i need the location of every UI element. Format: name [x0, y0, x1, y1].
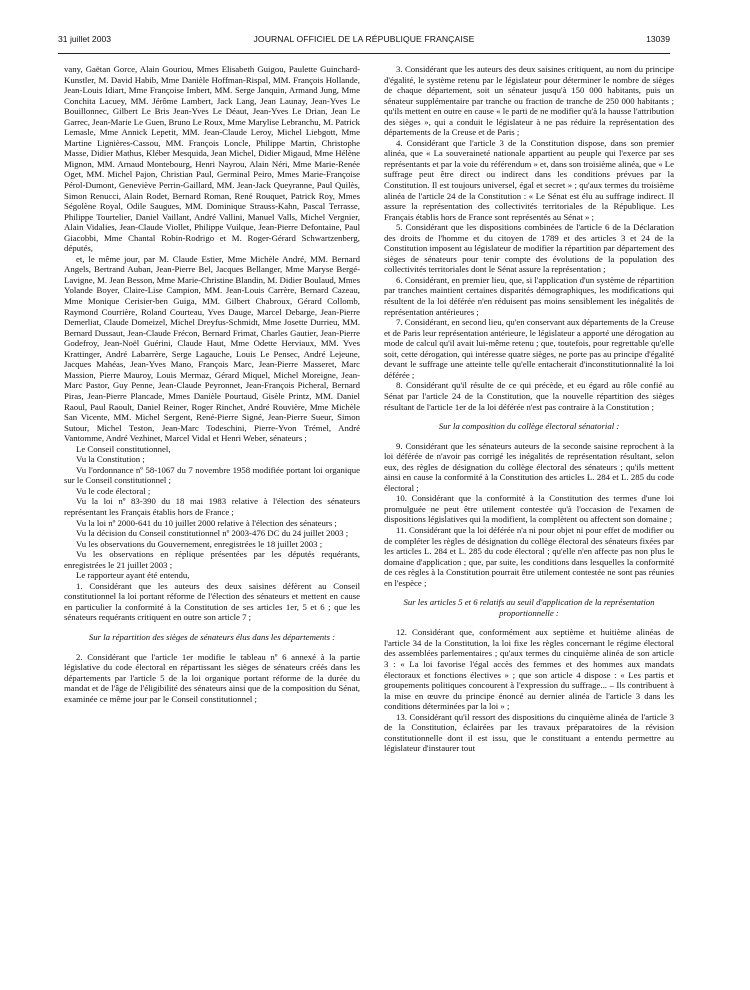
paragraph: 1. Considérant que les auteurs des deux saisines défèrent au Conseil constitutionnel la loi portant réforme de l'élection des sénateurs et mettent en cause en particulier la conformité à la Constitution de ses articles 1er, 5 et 6 ; que les sénateurs requérants critiquent en outre son article 7 ;	[64, 580, 360, 623]
paragraph: vany, Gaëtan Gorce, Alain Gouriou, Mmes Elisabeth Guigou, Paulette Guinchard-Kunstler, M. David Habib, Mme Danièle Hoffman-Rispal, MM. François Hollande, Jean-Louis Idiart, Mme Françoise Imbert, MM. Serge Janquin, Armand Jung, Mme Conchita Lacuey, MM. Jérôme Lambert, Jack Lang, Jean Launay, Jean-Yves Le Bouillonnec, Gilbert Le Bris Jean-Yves Le Déaut, Jean-Yves Le Drian, Jean Le Garrec, Jean-Marie Le Guen, Bruno Le Roux, Mme Marylise Lebranchu, M. Patrick Lemasle, Mme Annick Lepetit, MM. Jean-Claude Leroy, Michel Liebgott, Mme Martine Lignières-Cassou, MM. François Loncle, Philippe Martin, Christophe Masse, Didier Mathus, Kléber Mesquida, Jean Michel, Didier Migaud, Mme Hélène Mignon, MM. Arnaud Montebourg, Henri Nayrou, Alain Néri, Mme Marie-Renée Oget, MM. Michel Pajon, Christian Paul, Germinal Peiro, Mmes Marie-Françoise Pérol-Dumont, Geneviève Perrin-Gaillard, MM. Jean-Jack Queyranne, Paul Quilès, Simon Renucci, Alain Rodet, Bernard Roman, René Rouquet, Patrick Roy, Mmes Ségolène Royal, Odile Saugues, MM. Dominique Strauss-Kahn, Pascal Terrasse, Philippe Tourtelier, Daniel Vaillant, André Vallini, Manuel Valls, Michel Vergnier, Alain Vidalies, Jean-Claude Viollet, Philippe Vuilque, Jean-Pierre Defontaine, Paul Giacobbi, Mme Chantal Robin-Rodrigo et M. Roger-Gérard Schwartzenberg, députés,	[64, 64, 360, 254]
section-heading: Sur la répartition des sièges de sénateurs élus dans les départements :	[88, 631, 336, 642]
header-page-number: 13039	[646, 34, 670, 44]
paragraph: 9. Considérant que les sénateurs auteurs de la seconde saisine reprochent à la loi déférée de n'avoir pas corrigé les inégalités de représentation résultant, selon eux, des règles de désignation du collège électoral des sénateurs ; qu'ils mettent ainsi en cause la conformité à la Constitution des articles L. 284 et L. 285 du code électoral ;	[384, 440, 674, 493]
paragraph: 2. Considérant que l'article 1er modifie le tableau nº 6 annexé à la partie législative du code électoral en répartissant les sièges de sénateurs créés dans les départements par l'article 5 de la loi organique portant réforme de la durée du mandat et de l'âge de l'éligibilité des sénateurs ainsi que de la composition du Sénat, examinée ce même jour par le Conseil constitutionnel ;	[64, 651, 360, 704]
paragraph: 7. Considérant, en second lieu, qu'en conservant aux départements de la Creuse et de Paris leur représentation antérieure, le législateur a apporté une dérogation au mode de calcul qu'il avait lui-même retenu ; que, toutefois, pour regrettable qu'elle soit, cette dérogation, qui intéresse quatre sièges, ne porte pas au principe d'égalité devant le suffrage une atteinte telle qu'elle entacherait d'inconstitutionnalité la loi déférée ;	[384, 317, 674, 380]
paragraph: 13. Considérant qu'il ressort des dispositions du cinquième alinéa de l'article 3 de la Constitution, éclairées par les travaux préparatoires de la révision constitutionnelle dont il est issu, que le constituant a entendu permettre au législateur d'instaurer tout	[384, 711, 674, 754]
paragraph: 4. Considérant que l'article 3 de la Constitution dispose, dans son premier alinéa, que « La souveraineté nationale appartient au peuple qui l'exerce par ses représentants et par la voie du référendum » et, dans son troisième alinéa, que « Le suffrage peut être direct ou indirect dans les conditions prévues par la Constitution. Il est toujours universel, égal et secret » ; qu'aux termes du troisième alinéa de l'article 24 de la Constitution : « Le Sénat est élu au suffrage indirect. Il assure la représentation des collectivités territoriales de la République. Les Français établis hors de France sont représentés au Sénat » ;	[384, 137, 674, 222]
page-header	[58, 34, 670, 48]
paragraph: Vu les observations en réplique présentées par les députés requérants, enregistrées le 21 juillet 2003 ;	[64, 549, 360, 570]
paragraph: Le rapporteur ayant été entendu,	[76, 570, 190, 581]
header-journal-title: JOURNAL OFFICIEL DE LA RÉPUBLIQUE FRANÇAISE	[253, 34, 475, 44]
section-heading: Sur la composition du collège électoral sénatorial :	[438, 421, 620, 432]
header-date: 31 juillet 2003	[58, 34, 112, 44]
paragraph: 8. Considérant qu'il résulte de ce qui précède, et eu égard au rôle confié au Sénat par l'article 24 de la Constitution, que la nouvelle répartition des sièges résultant de l'article 1er de la loi déférée n'est pas contraire à la Constitution ;	[384, 380, 674, 412]
paragraph: Vu l'ordonnance nº 58-1067 du 7 novembre 1958 modifiée portant loi organique sur le Conseil constitutionnel ;	[64, 464, 360, 486]
paragraph: 3. Considérant que les auteurs des deux saisines critiquent, au nom du principe d'égalité, le système retenu par le législateur pour déterminer le nombre de sièges de chaque département, soit un sénateur jusqu'à 150 000 habitants, puis un sénateur supplémentaire par tranche ou fraction de tranche de 250 000 habitants ; qu'ils mettent en outre en cause « le parti de ne modifier qu'à la hausse l'attribution des sièges », qui a conduit le législateur à ne pas réduire la représentation des départements de la Creuse et de Paris ;	[384, 64, 674, 138]
paragraph: 6. Considérant, en premier lieu, que, si l'application d'un système de répartition par tranches maintient certaines disparités démographiques, les modifications qui résultent de la loi déférée n'en réduisent pas moins sensiblement les inégalités de représentation antérieures ;	[384, 274, 674, 317]
paragraph: 11. Considérant que la loi déférée n'a ni pour objet ni pour effet de modifier ou de compléter les règles de désignation du collège électoral des sénateurs fixées par les articles L. 284 et L. 285 du code électoral ; qu'elle n'en affecte pas non plus le domaine d'application ; que, par suite, les conditions dans lesquelles la conformité de ces règles à la Constitution pourrait être utilement contestée ne sont pas réunies en l'espèce ;	[384, 524, 674, 588]
paragraph: 5. Considérant que les dispositions combinées de l'article 6 de la Déclaration des droits de l'homme et du citoyen de 1789 et des articles 3 et 24 de la Constitution imposent au législateur de modifier la répartition par département des sièges de sénateurs pour tenir compte des évolutions de la population des collectivités territoriales dont le Sénat assure la représentation ;	[384, 222, 674, 275]
paragraph: Vu la loi nº 83-390 du 18 mai 1983 relative à l'élection des sénateurs représentant les Français établis hors de France ;	[64, 496, 360, 517]
paragraph: Vu la Constitution ;	[76, 454, 145, 465]
paragraph: 12. Considérant que, conformément aux septième et huitième alinéas de l'article 34 de la Constitution, la loi fixe les règles concernant le régime électoral des assemblées parlementaires ; qu'aux termes du cinquième alinéa de son article 3 : « La loi favorise l'égal accès des femmes et des hommes aux mandats électoraux et fonctions électives » ; que son article 4 dispose : « Les partis et groupements politiques concourent à l'expression du suffrage... – Ils contribuent à la mise en œuvre du principe énoncé au dernier alinéa de l'article 3 dans les conditions déterminées par la loi » ;	[384, 627, 674, 712]
paragraph: Vu les observations du Gouvernement, enregistrées le 18 juillet 2003 ;	[76, 538, 323, 549]
header-rule	[58, 53, 670, 54]
paragraph: et, le même jour, par M. Claude Estier, Mme Michèle André, MM. Bernard Angels, Bertrand Auban, Jean-Pierre Bel, Jacques Bellanger, Mme Maryse Bergé-Lavigne, M. Jean Besson, Mme Marie-Christine Blandin, M. Didier Boulaud, Mmes Yolande Boyer, Claire-Lise Campion, MM. Jean-Louis Carrère, Bernard Cazeau, Mme Monique Cerisier-ben Guiga, MM. Gilbert Chabroux, Gérard Collomb, Raymond Courrière, Roland Courteau, Yves Dauge, Marcel Debarge, Jean-Pierre Demerliat, Claude Domeizel, Michel Dreyfus-Schmidt, Mme Josette Durrieu, MM. Bernard Dussaut, Jean-Claude Frécon, Bernard Frimat, Charles Gautier, Jean-Pierre Godefroy, Jean-Noël Guérini, Claude Haut, Mme Odette Herviaux, MM. Yves Krattinger, André Labarrère, Serge Lagauche, Louis Le Pensec, André Lejeune, Jacques Mahéas, Jean-Yves Mano, François Marc, Jean-Pierre Masseret, Marc Massion, Pierre Mauroy, Louis Mermaz, Gérard Miquel, Michel Moreigne, Jean-Marc Pastor, Guy Penne, Jean-Claude Peyronnet, Jean-François Picheral, Bernard Piras, Jean-Pierre Plancade, Mmes Danièle Pourtaud, Gisèle Printz, MM. Daniel Raoul, Paul Raoult, Daniel Reiner, Roger Rinchet, André Rouvière, Mme Michèle San Vicente, MM. Michel Sergent, René-Pierre Signé, Jean-Pierre Sueur, Simon Sutour, Michel Teston, Jean-Marc Todeschini, Pierre-Yvon Trémel, André Vantomme, André Vezhinet, Marcel Vidal et Henri Weber, sénateurs ;	[64, 253, 361, 444]
paragraph: Vu le code électoral ;	[76, 485, 151, 496]
right-column	[384, 64, 674, 754]
paragraph: Le Conseil constitutionnel,	[76, 443, 171, 454]
paragraph: 10. Considérant que la conformité à la Constitution des termes d'une loi promulguée ne peut être utilement contestée qu'à l'occasion de l'examen de dispositions législatives qui la modifient, la complètent ou affectent son domaine ;	[384, 493, 674, 525]
section-heading: Sur les articles 5 et 6 relatifs au seuil d'application de la représentation proportionnelle :	[403, 597, 655, 618]
left-column	[64, 64, 360, 704]
paragraph: Vu la loi nº 2000-641 du 10 juillet 2000 relative à l'élection des sénateurs ;	[76, 517, 337, 528]
paragraph: Vu la décision du Conseil constitutionnel nº 2003-476 DC du 24 juillet 2003 ;	[76, 528, 349, 539]
